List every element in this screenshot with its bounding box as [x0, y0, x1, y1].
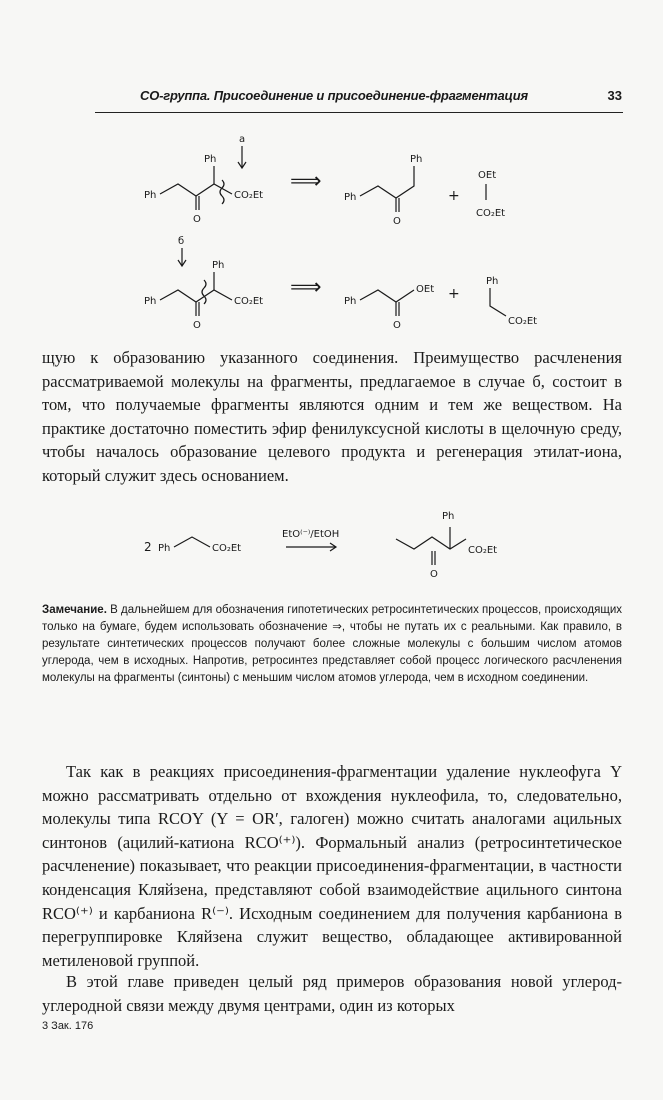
co2et-label: CO₂Et [234, 296, 264, 307]
reaction-scheme [140, 505, 540, 585]
ph-label: Ph [344, 192, 357, 203]
ph-label: Ph [158, 543, 171, 554]
co2et-label: CO₂Et [476, 208, 506, 219]
reagent-label: EtO⁽⁻⁾/EtOH [282, 529, 340, 540]
co2et-label: CO₂Et [508, 316, 538, 327]
coefficient: 2 [144, 540, 152, 554]
retrosynthesis-scheme [130, 128, 570, 338]
paragraph-1 [42, 346, 622, 488]
note [42, 602, 622, 687]
page-number: 33 [607, 88, 622, 103]
footer-signature: 3 Зак. 176 [42, 1020, 94, 1032]
co2et-label: CO₂Et [234, 190, 264, 201]
o-label: O [193, 214, 201, 225]
note-label: Замечание. [42, 604, 107, 616]
disconnection-wavy [202, 280, 206, 304]
ph-label: Ph [410, 154, 423, 165]
oet-label: OEt [478, 170, 497, 181]
reactant-bond [174, 537, 210, 547]
ph-label: Ph [344, 296, 357, 307]
header-rule [95, 112, 623, 113]
o-label: O [193, 320, 201, 331]
co2et-label: CO₂Et [468, 545, 498, 556]
paragraph-2-text: Так как в реакциях присоединения-фрагментации удаление нуклеофуга Y можно рассматривать отдельно от вхождения нуклеофила, то, следовательно, молекулы типа RCOY (Y = OR′, галоген) можно считать аналогами ацильных синтонов (ацилий-катиона RCO⁽⁺⁾). Формальный анализ (ретросинтетическое расчленение) показывает, что реакции присоединения-фрагментации, в частности конденсация Кляйзена, представляют собой взаимодействие ацильного синтона RCO⁽⁺⁾ и карбаниона R⁽⁻⁾. Исходным соединением для получения карбаниона в перегруппировке Кляйзена служит вещество, обладающее активированной метиленовой группой. [42, 762, 622, 970]
note-text: В дальнейшем для обозначения гипотетических ретросинтетических процессов, происходящих только на бумаге, будем использовать обозначение ⇒, чтобы не путать их с реальными. Как правило, в результате синтетических процессов получают более сложные молекулы с большим числом атомов углерода, чем в исходных. Напротив, ретросинтез представляет собой процесс логического расчленения молекулы на фрагменты (синтоны) с меньшим числом атомов углерода, чем в исходном соединении. [42, 604, 622, 684]
ph-label: Ph [486, 276, 499, 287]
retro-arrow: ⟹ [290, 169, 322, 194]
ph-label: Ph [204, 154, 217, 165]
co2et-label: CO₂Et [212, 543, 242, 554]
fragment-bond [360, 166, 414, 198]
ph-label: Ph [212, 260, 225, 271]
fragment-bond [360, 290, 414, 302]
retro-arrow: ⟹ [290, 275, 322, 300]
product-bond [396, 537, 466, 549]
disconnection-wavy [220, 180, 224, 204]
label-b: б [178, 236, 185, 247]
o-label: O [430, 569, 438, 580]
ph-label: Ph [442, 511, 455, 522]
molecule-bond [160, 290, 232, 302]
paragraph-1-text: щую к образованию указанного соединения. Преимущество расчленения рассматриваемой молекулы на фрагменты, предлагаемое в случае б, состоит в том, что получаемые фрагменты являются одним и тем же веществом. На практике достаточно поместить эфир фенилуксусной кислоты в щелочную среду, чтобы началось образование целевого продукта и регенерация этилат-иона, который служит здесь основанием. [42, 348, 622, 485]
fragment-bond [490, 288, 506, 316]
plus-sign: + [448, 188, 460, 204]
o-label: O [393, 320, 401, 331]
header-title: CO-группа. Присоединение и присоединение-фрагментация [140, 88, 528, 103]
paragraph-3-text: В этой главе приведен целый ряд примеров образования новой углерод-углеродной связи между двумя центрами, один из которых [42, 972, 622, 1015]
paragraph-2 [42, 760, 622, 972]
ph-label: Ph [144, 296, 157, 307]
plus-sign: + [448, 286, 460, 302]
paragraph-3 [42, 970, 622, 1017]
oet-label: OEt [416, 284, 435, 295]
label-a: a [239, 134, 246, 145]
ph-label: Ph [144, 190, 157, 201]
o-label: O [393, 216, 401, 227]
